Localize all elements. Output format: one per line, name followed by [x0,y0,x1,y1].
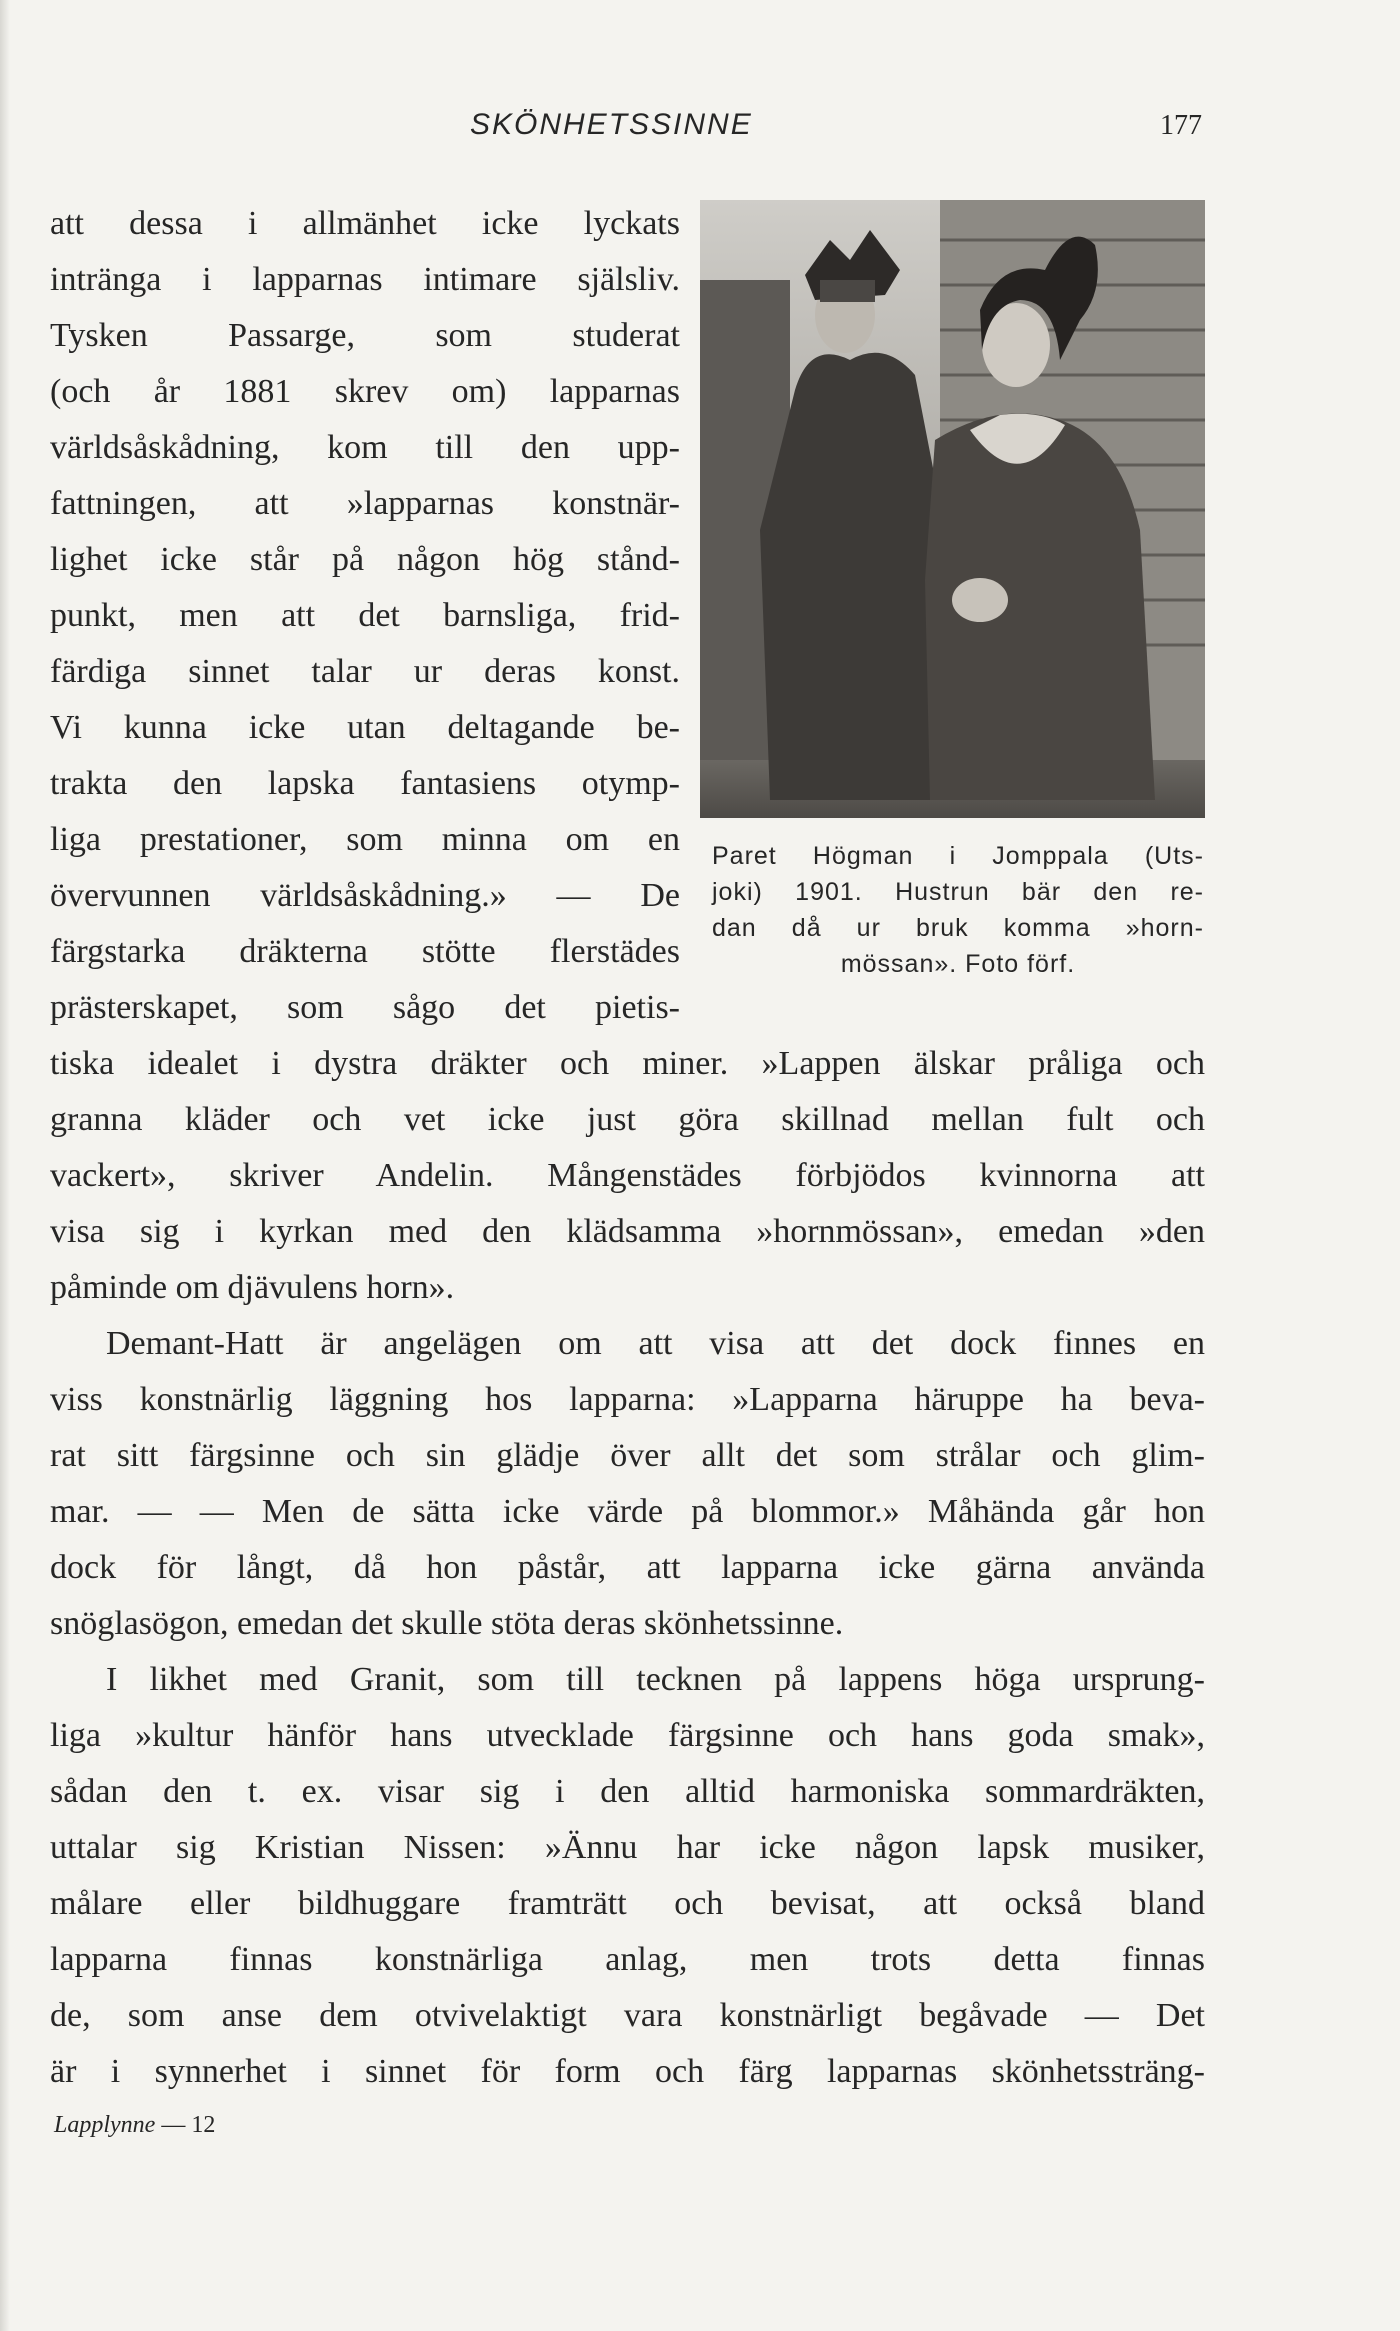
text-line: Tysken Passarge, som studerat [50,317,680,354]
sheet-dash: — [161,2112,186,2138]
caption-line: Paret Högman i Jomppala (Uts- [712,842,1204,870]
text-line: I likhet med Granit, som till tecknen på lappens höga ursprung- [106,1661,1205,1698]
text-line: Vi kunna icke utan deltagande be- [50,709,680,746]
text-line: fattningen, att »lapparnas konstnär- [50,485,680,522]
text-line: tiska idealet i dystra dräkter och miner. »Lappen älskar pråliga och [50,1045,1205,1082]
text-line: världsåskådning, kom till den upp- [50,429,680,466]
caption-line: joki) 1901. Hustrun bär den re- [712,878,1204,906]
running-title: SKÖNHETSSINNE [470,108,753,141]
text-line: uttalar sig Kristian Nissen: »Ännu har icke någon lapsk musiker, [50,1829,1205,1866]
text-line: färdiga sinnet talar ur deras konst. [50,653,680,690]
sheet-number: 12 [191,2112,216,2138]
text-line: rat sitt färgsinne och sin glädje över allt det som strålar och glim- [50,1437,1205,1474]
text-line: vackert», skriver Andelin. Mångenstädes förbjödos kvinnorna att [50,1157,1205,1194]
photograph-couple-icon [700,200,1205,818]
text-line: inträngа i lapparnas intimare själsliv. [50,261,680,298]
text-line: viss konstnärlig läggning hos lapparna: »Lapparna häruppe ha beva- [50,1381,1205,1418]
page-footer [54,2112,215,2139]
figure [700,200,1205,820]
text-line: övervunnen världsåskådning.» — De [50,877,680,914]
text-line: trakta den lapska fantasiens otymp- [50,765,680,802]
text-line: att dessa i allmänhet icke lyckats [50,205,680,242]
caption-line: dan då ur bruk komma »horn- [712,914,1204,942]
text-line: lapparna finnas konstnärliga anlag, men trots detta finnas [50,1941,1205,1978]
body-text [50,1036,1205,2100]
page-number: 177 [1160,110,1202,141]
text-line: liga »kultur hänför hans utvecklade färgsinne och hans goda smak», [50,1717,1205,1754]
page-edge [0,0,10,2331]
text-line: prästerskapet, som sågo det pietis- [50,989,680,1026]
text-line: de, som anse dem otvivelaktigt vara konstnärligt begåvade — Det [50,1997,1205,2034]
sheet-signature: Lapplynne [54,2112,156,2138]
text-line: påminde om djävulens horn». [50,1269,455,1306]
text-line: granna kläder och vet icke just göra skillnad mellan fult och [50,1101,1205,1138]
text-line: sådan den t. ex. visar sig i den alltid harmoniska sommardräkten, [50,1773,1205,1810]
photograph [700,200,1205,818]
text-line: är i synnerhet i sinnet för form och färg lapparnas skönhetssträng- [50,2053,1205,2090]
text-line: punkt, men att det barnsliga, frid- [50,597,680,634]
text-line: Demant-Hatt är angelägen om att visa att det dock finnes en [106,1325,1205,1362]
text-line: lighet icke står på någon hög stånd- [50,541,680,578]
page-header [0,108,1400,148]
caption-line: mössan». Foto förf. [840,950,1076,978]
text-line: mar. — — Men de sätta icke värde på blommor.» Måhända går hon [50,1493,1205,1530]
text-line: målare eller bildhuggare framträtt och bevisat, att också bland [50,1885,1205,1922]
text-line: visa sig i kyrkan med den klädsamma »hornmössan», emedan »den [50,1213,1205,1250]
text-line: dock för långt, då hon påstår, att lapparna icke gärna använda [50,1549,1205,1586]
text-line: snöglasögon, emedan det skulle stöta deras skönhetssinne. [50,1605,844,1642]
text-line: (och år 1881 skrev om) lapparnas [50,373,680,410]
text-line: liga prestationer, som minna om en [50,821,680,858]
text-line: färgstarka dräkterna stötte flerstädes [50,933,680,970]
left-column-text [50,196,680,1036]
figure-caption [712,838,1204,982]
